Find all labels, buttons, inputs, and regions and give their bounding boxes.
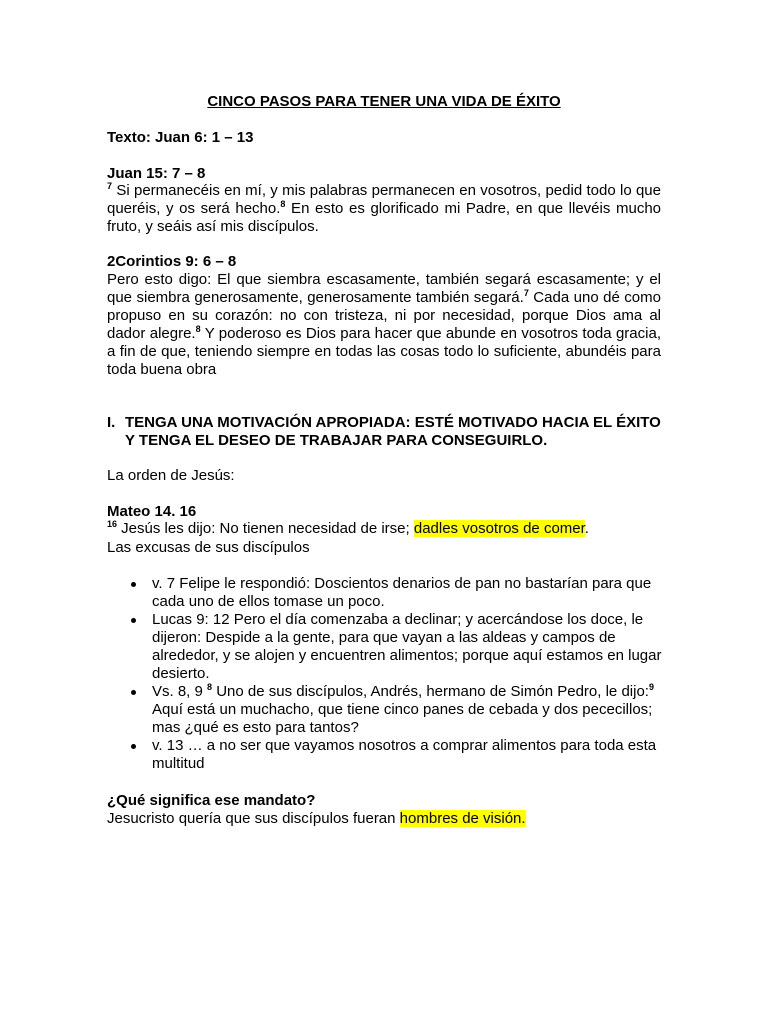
verse-text: Pero esto digo: El que siembra escasamente, también segará escasamente; y el que siembra generosamente, generosamente también segará.: [107, 271, 661, 306]
verse-text: Si permanecéis en mí, y mis palabras permanecen en vosotros, pedid todo lo que queréis, y os será hecho.: [107, 182, 661, 217]
verse-text: En esto es glorificado mi Padre, en que llevéis mucho fruto, y seáis así mis discípulos.: [107, 200, 662, 235]
verse-text: .: [584, 520, 589, 537]
verse-number: 9: [648, 682, 654, 692]
list-item: [107, 683, 667, 737]
orden-label: La orden de Jesús:: [107, 467, 235, 484]
verse-number: 8: [195, 324, 201, 334]
document-title: CINCO PASOS PARA TENER UNA VIDA DE ÉXITO: [207, 93, 561, 110]
list-item-text: Vs. 8, 9: [152, 683, 208, 700]
verse-number: 7: [107, 181, 113, 191]
excuses-list: [107, 575, 667, 773]
mateo-reference: Mateo 14. 16: [107, 503, 197, 520]
juan15-passage: [107, 182, 661, 236]
corintios-passage: [107, 271, 661, 379]
highlighted-text: dadles vosotros de comer: [413, 520, 585, 537]
answer-paragraph: [107, 810, 661, 828]
list-item: [107, 737, 667, 773]
verse-number: 7: [523, 288, 529, 298]
list-item-text: v. 13 … a no ser que vayamos nosotros a comprar alimentos para toda esta multitud: [152, 737, 657, 772]
highlighted-text: hombres de visión.: [399, 810, 526, 827]
list-item-text: v. 7 Felipe le respondió: Doscientos denarios de pan no bastarían para que cada uno de ellos tomase un poco.: [152, 575, 652, 610]
verse-number: 8: [207, 682, 213, 692]
section-heading-text: TENGA UNA MOTIVACIÓN APROPIADA: ESTÉ MOTIVADO HACIA EL ÉXITO Y TENGA EL DESEO DE TRABAJAR PARA CONSEGUIRLO.: [125, 414, 661, 449]
verse-number: 8: [280, 199, 286, 209]
list-item-text: Lucas 9: 12 Pero el día comenzaba a declinar; y acercándose los doce, le dijeron: Despide a la gente, para que vayan a las aldeas y campos de alrededor, y se alojen y encuentren alimentos; porque aquí estamos en lugar desierto.: [152, 611, 662, 682]
verse-text: Cada uno dé como propuso en su corazón: no con tristeza, ni por necesidad, porque Dios ama al dador alegre.: [107, 289, 661, 342]
list-item-text: Aquí está un muchacho, que tiene cinco panes de cebada y dos pececillos; mas ¿qué es esto para tantos?: [152, 701, 653, 736]
verse-number: 16: [107, 519, 118, 529]
mateo-passage: [107, 520, 661, 538]
list-item: [107, 611, 667, 683]
list-item-text: Uno de sus discípulos, Andrés, hermano de Simón Pedro, le dijo:: [212, 683, 649, 700]
section-heading-1: [107, 414, 667, 450]
corintios-reference: 2Corintios 9: 6 – 8: [107, 253, 237, 270]
verse-text: Jesús les dijo: No tienen necesidad de irse;: [117, 520, 414, 537]
verse-text: Y poderoso es Dios para hacer que abunde en vosotros toda gracia, a fin de que, teniendo siempre en todas las cosas todo lo suficiente, abundéis para toda buena obra: [107, 325, 661, 378]
question-heading: ¿Qué significa ese mandato?: [107, 792, 316, 809]
excusas-label: Las excusas de sus discípulos: [107, 539, 310, 556]
main-text-reference: Texto: Juan 6: 1 – 13: [107, 129, 254, 146]
section-number: I.: [107, 414, 116, 431]
juan15-reference: Juan 15: 7 – 8: [107, 165, 206, 182]
list-item: [107, 575, 667, 611]
answer-text: Jesucristo quería que sus discípulos fueran: [107, 810, 400, 827]
